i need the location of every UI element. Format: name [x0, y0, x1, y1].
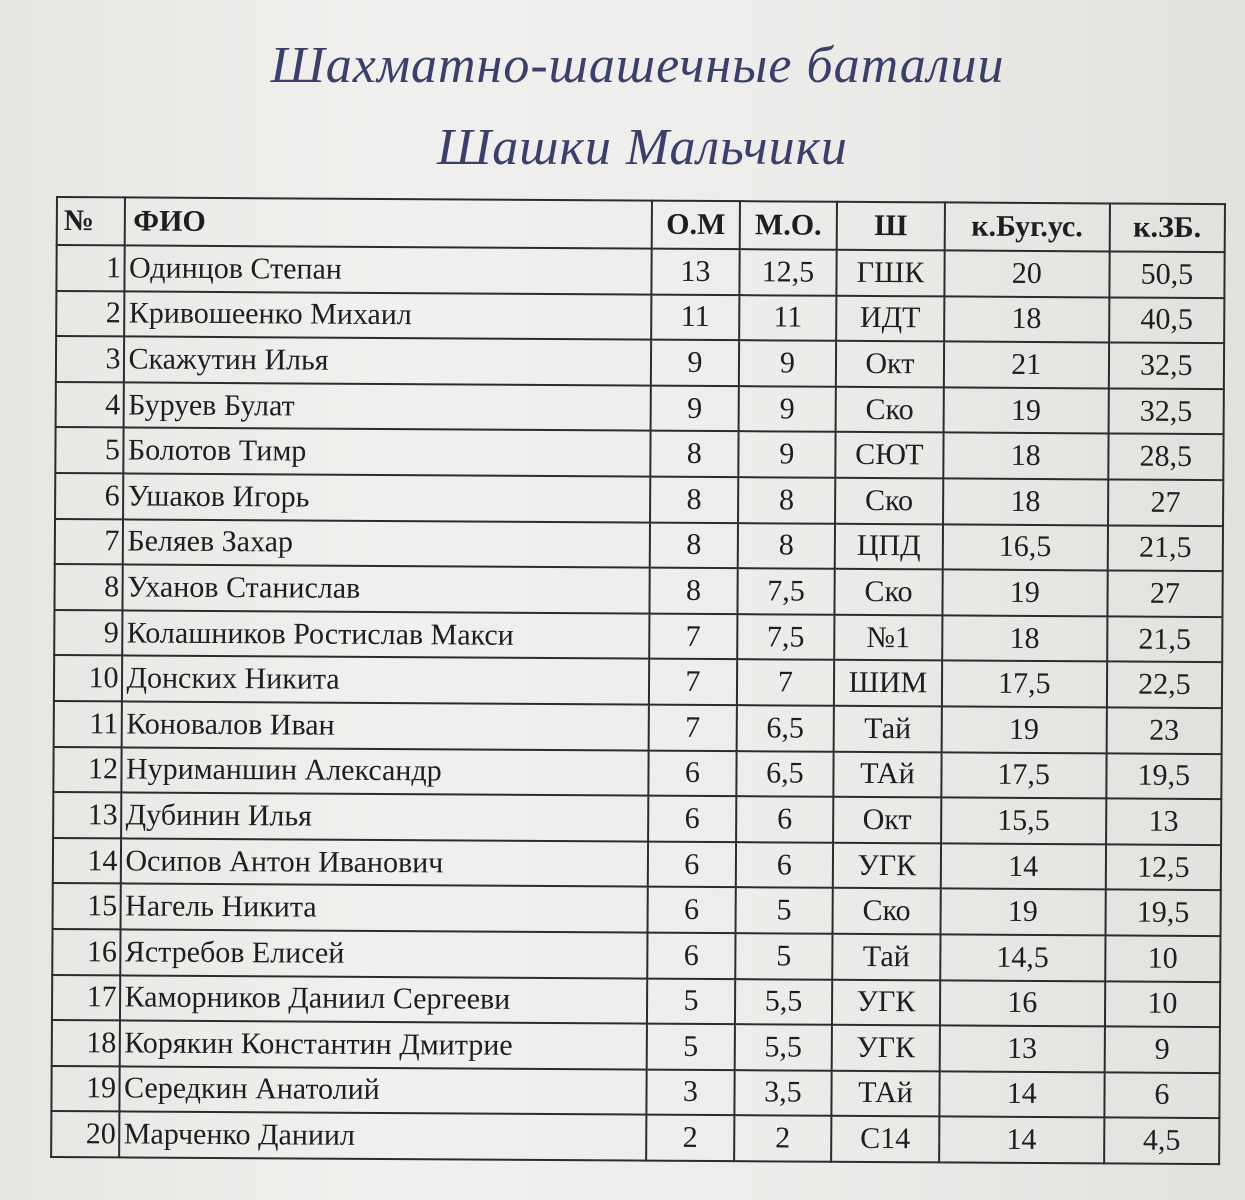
cell-name: Корякин Константин Дмитрие	[119, 1020, 647, 1069]
table-row	[53, 838, 1221, 891]
cell-name: Болотов Тимр	[123, 428, 651, 477]
cell-kbug: 17,5	[941, 752, 1106, 799]
cell-sh: ТАй	[834, 751, 942, 797]
cell-kbug: 19	[940, 889, 1105, 936]
cell-num: 17	[52, 974, 120, 1020]
cell-om: 8	[650, 431, 738, 477]
cell-mo: 9	[738, 432, 836, 478]
cell-mo: 6	[736, 796, 834, 842]
cell-sh: ШИМ	[834, 660, 942, 706]
table-row	[54, 610, 1222, 663]
cell-kbug: 13	[939, 1026, 1104, 1073]
cell-kzb: 19,5	[1106, 753, 1222, 799]
cell-om: 7	[649, 705, 737, 751]
cell-kbug: 14	[939, 1117, 1104, 1164]
cell-mo: 5	[735, 933, 833, 979]
cell-num: 19	[51, 1066, 119, 1112]
cell-mo: 11	[739, 295, 837, 341]
cell-name: Коновалов Иван	[121, 701, 649, 750]
table-row	[54, 564, 1222, 617]
document-subtitle: Шашки Мальчики	[437, 119, 848, 176]
cell-kzb: 9	[1104, 1027, 1220, 1073]
cell-kbug: 18	[943, 433, 1108, 480]
cell-om: 2	[646, 1115, 734, 1161]
cell-sh: ТАй	[832, 1070, 940, 1116]
cell-sh: Ско	[835, 478, 943, 524]
cell-num: 15	[53, 883, 121, 929]
cell-kzb: 40,5	[1109, 297, 1225, 343]
cell-sh: УГК	[832, 1025, 940, 1071]
cell-sh: С14	[831, 1116, 939, 1162]
cell-num: 4	[56, 382, 124, 428]
cell-num: 7	[55, 519, 123, 565]
cell-name: Осипов Антон Иванович	[120, 838, 648, 887]
cell-name: Нуриманшин Александр	[121, 747, 649, 796]
cell-num: 11	[54, 701, 122, 747]
cell-sh: Окт	[836, 341, 944, 387]
table-row	[53, 747, 1221, 800]
cell-kzb: 10	[1105, 981, 1221, 1027]
cell-num: 20	[51, 1111, 119, 1157]
table-row	[56, 291, 1224, 344]
cell-mo: 5,5	[734, 1024, 832, 1070]
cell-mo: 3,5	[734, 1070, 832, 1116]
cell-kbug: 19	[943, 387, 1108, 434]
cell-num: 3	[56, 336, 124, 382]
table-row	[53, 883, 1221, 936]
cell-kzb: 23	[1106, 707, 1222, 753]
cell-name: Дубинин Илья	[121, 793, 649, 842]
cell-num: 13	[53, 792, 121, 838]
cell-num: 16	[52, 929, 120, 975]
table-row	[54, 655, 1222, 708]
cell-name: Колашников Ростислав Макси	[122, 610, 650, 659]
table-row	[56, 245, 1224, 298]
cell-om: 8	[650, 568, 738, 614]
cell-kzb: 32,5	[1109, 343, 1225, 389]
table-header-row	[57, 197, 1225, 252]
cell-kzb: 32,5	[1108, 388, 1224, 434]
cell-om: 3	[647, 1069, 735, 1115]
table-row	[55, 519, 1223, 572]
cell-kbug: 14,5	[940, 934, 1105, 981]
cell-kzb: 13	[1106, 799, 1222, 845]
cell-sh: СЮТ	[835, 432, 943, 478]
document-title: Шахматно-шашечные баталии	[270, 37, 1005, 94]
cell-sh: ЦПД	[835, 523, 943, 569]
cell-om: 7	[649, 659, 737, 705]
cell-name: Марченко Даниил	[119, 1112, 647, 1161]
cell-kbug: 18	[944, 296, 1109, 343]
header-name: ФИО	[124, 197, 652, 248]
cell-mo: 8	[737, 523, 835, 569]
cell-mo: 2	[734, 1115, 832, 1161]
cell-om: 6	[647, 933, 735, 979]
table-row	[53, 792, 1221, 845]
cell-mo: 5	[735, 887, 833, 933]
cell-num: 9	[54, 610, 122, 656]
table-row	[56, 336, 1224, 389]
cell-kbug: 18	[943, 478, 1108, 525]
cell-sh: УГК	[832, 979, 940, 1025]
cell-sh: Ско	[833, 888, 941, 934]
cell-name: Одинцов Степан	[124, 245, 652, 294]
cell-om: 13	[652, 249, 740, 295]
cell-om: 5	[647, 978, 735, 1024]
cell-num: 1	[56, 245, 124, 291]
cell-sh: ИДТ	[836, 295, 944, 341]
cell-om: 6	[648, 796, 736, 842]
cell-mo: 9	[738, 386, 836, 432]
table-row	[51, 1066, 1219, 1119]
cell-num: 2	[56, 291, 124, 337]
cell-num: 5	[55, 427, 123, 473]
table-body	[51, 245, 1225, 1164]
header-om: О.М	[652, 201, 740, 250]
cell-mo: 6,5	[736, 705, 834, 751]
cell-kbug: 16	[940, 980, 1105, 1027]
cell-mo: 8	[738, 477, 836, 523]
cell-mo: 6,5	[736, 751, 834, 797]
cell-om: 5	[647, 1024, 735, 1070]
cell-name: Беляев Захар	[122, 519, 650, 568]
cell-kbug: 21	[944, 342, 1109, 389]
cell-sh: Ско	[836, 387, 944, 433]
cell-kbug: 14	[939, 1071, 1104, 1118]
cell-num: 6	[55, 473, 123, 519]
cell-kzb: 27	[1108, 479, 1224, 525]
cell-kbug: 19	[941, 706, 1106, 753]
cell-name: Середкин Анатолий	[119, 1066, 647, 1115]
cell-name: Ястребов Елисей	[120, 929, 648, 978]
cell-kzb: 10	[1105, 935, 1221, 981]
cell-kzb: 21,5	[1107, 616, 1223, 662]
cell-num: 12	[53, 747, 121, 793]
table-row	[54, 701, 1222, 754]
cell-sh: Окт	[833, 797, 941, 843]
table-row	[51, 1111, 1219, 1164]
cell-name: Скажутин Илья	[123, 337, 651, 386]
cell-name: Донских Никита	[121, 656, 649, 705]
table-row	[56, 382, 1224, 435]
cell-name: Уханов Станислав	[122, 565, 650, 614]
cell-name: Ушаков Игорь	[123, 473, 651, 522]
header-kzb: к.ЗБ.	[1109, 203, 1225, 252]
cell-sh: Тай	[832, 934, 940, 980]
cell-kbug: 14	[940, 843, 1105, 890]
cell-om: 9	[651, 340, 739, 386]
cell-sh: №1	[834, 615, 942, 661]
cell-kzb: 4,5	[1104, 1118, 1220, 1164]
cell-mo: 7	[737, 660, 835, 706]
cell-om: 6	[648, 841, 736, 887]
header-mo: М.О.	[739, 201, 837, 250]
cell-name: Каморников Даниил Сергееви	[119, 975, 647, 1024]
cell-sh: УГК	[833, 842, 941, 888]
cell-kzb: 22,5	[1107, 662, 1223, 708]
cell-kzb: 21,5	[1107, 525, 1223, 571]
table-row	[52, 929, 1220, 982]
cell-sh: Ско	[835, 569, 943, 615]
cell-mo: 7,5	[737, 614, 835, 660]
cell-num: 18	[52, 1020, 120, 1066]
table-row	[55, 427, 1223, 480]
cell-mo: 9	[739, 340, 837, 386]
cell-kbug: 18	[942, 615, 1107, 662]
table-row	[52, 974, 1220, 1027]
cell-num: 10	[54, 655, 122, 701]
header-sh: Ш	[837, 202, 945, 251]
cell-kzb: 50,5	[1109, 251, 1225, 297]
cell-om: 9	[651, 385, 739, 431]
cell-kbug: 15,5	[941, 798, 1106, 845]
cell-kbug: 17,5	[942, 661, 1107, 708]
cell-sh: ГШК	[837, 250, 945, 296]
table-row	[55, 473, 1223, 526]
cell-name: Буруев Булат	[123, 382, 651, 431]
results-table	[50, 196, 1226, 1165]
cell-om: 8	[650, 477, 738, 523]
table-row	[52, 1020, 1220, 1073]
cell-om: 11	[651, 294, 739, 340]
cell-kbug: 19	[942, 570, 1107, 617]
cell-kzb: 28,5	[1108, 434, 1224, 480]
cell-num: 8	[54, 564, 122, 610]
header-kbug: к.Буг.ус.	[944, 202, 1109, 251]
cell-num: 14	[53, 838, 121, 884]
cell-om: 6	[649, 750, 737, 796]
cell-om: 8	[650, 522, 738, 568]
header-num: №	[57, 197, 125, 245]
cell-kzb: 19,5	[1105, 890, 1221, 936]
cell-name: Нагель Никита	[120, 884, 648, 933]
cell-kzb: 12,5	[1106, 844, 1222, 890]
cell-kzb: 6	[1104, 1072, 1220, 1118]
cell-kbug: 16,5	[942, 524, 1107, 571]
cell-mo: 7,5	[737, 568, 835, 614]
cell-kbug: 20	[944, 250, 1109, 297]
cell-kzb: 27	[1107, 571, 1223, 617]
cell-om: 6	[648, 887, 736, 933]
cell-mo: 6	[735, 842, 833, 888]
cell-mo: 12,5	[739, 249, 837, 295]
cell-sh: Тай	[834, 706, 942, 752]
cell-mo: 5,5	[735, 979, 833, 1025]
cell-om: 7	[649, 613, 737, 659]
cell-name: Кривошеенко Михаил	[124, 291, 652, 340]
